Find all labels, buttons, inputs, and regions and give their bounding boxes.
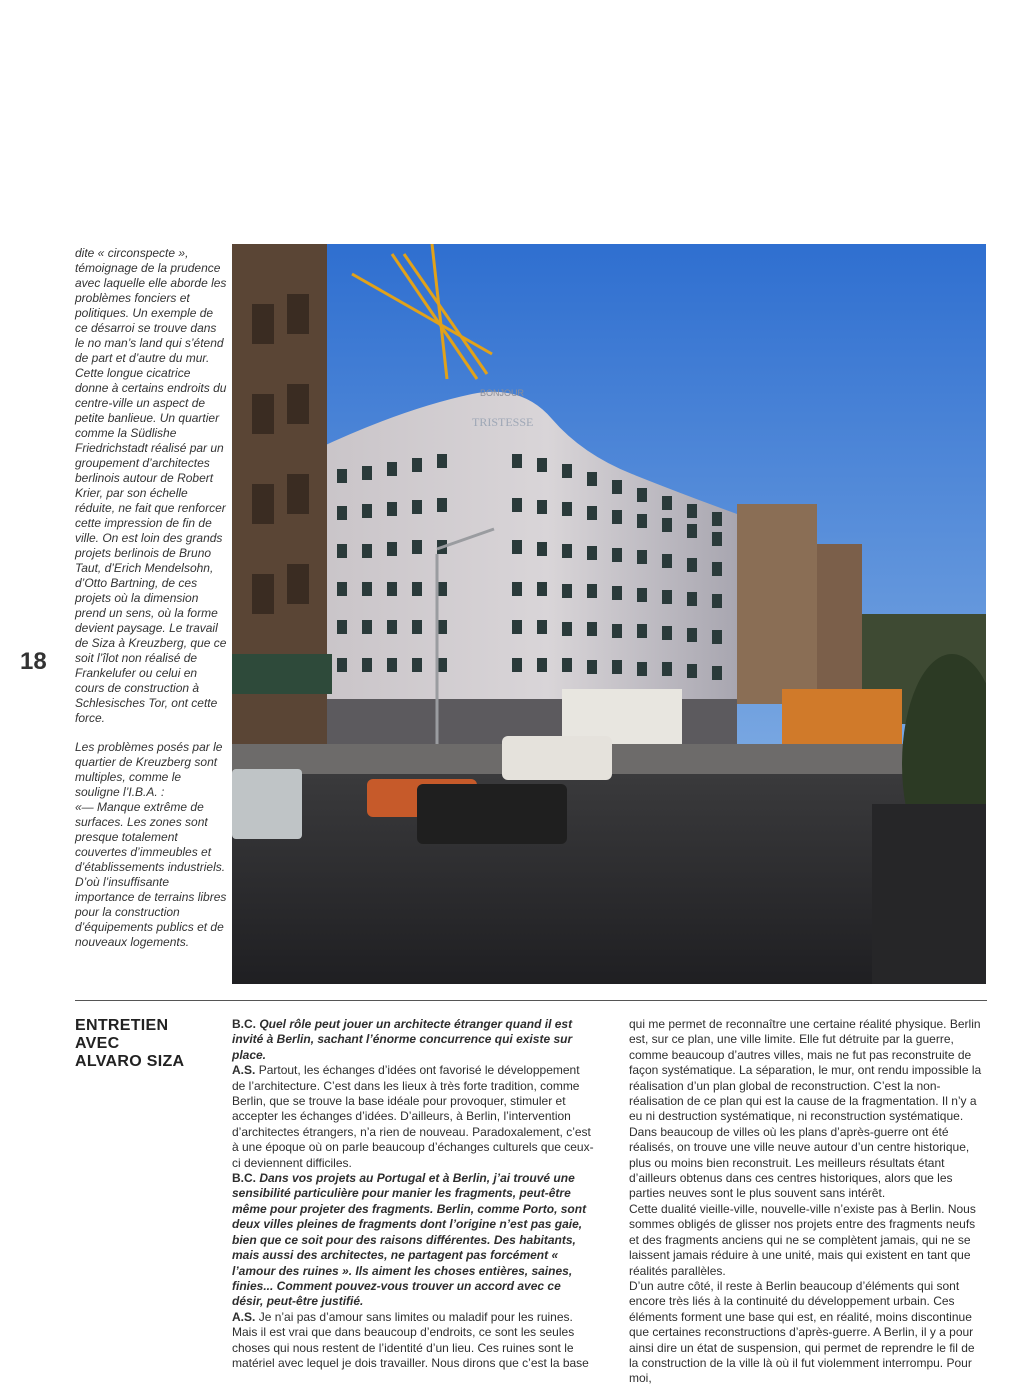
speaker-label: A.S.: [232, 1309, 256, 1324]
interview-heading-line-1: ENTRETIEN: [75, 1017, 169, 1034]
column-2-paragraph-1: qui me permet de reconnaître une certaine réalité physique. Berlin est, sur ce plan, une ville limite. Elle fut détruite par la guerre, comme beaucoup d’autres villes, mais ne fut pas reconstruite de façon systématique. La séparation, le mur, ont rendu impossible la réalisation d’un plan global de reconstruction. C’est la non-réalisation de ce plan qui est la cause de la fragmentation. Il n’y a eu ni destruction systématique, ni reconstruction systématique.: [629, 1017, 982, 1124]
interview-column-2: [629, 1017, 987, 1387]
interview-heading-line-3: ALVARO SIZA: [75, 1053, 185, 1070]
street-photo-illustration: [232, 244, 986, 984]
old-building-right-1: [737, 504, 817, 704]
old-building-right-2: [817, 544, 862, 704]
white-van: [502, 736, 612, 780]
column-2-paragraph-2: Dans beaucoup de villes où les plans d’après-guerre ont été réalisés, on trouve une ville neuve autour d’un centre historique, plus ou moins bien reconstruit. Les meilleurs résultats étant d’ailleurs obtenus dans ces centres historiques, alors que les parties neuves sont le plus souvent sans intérêt.: [629, 1124, 970, 1201]
section-divider: [75, 1000, 987, 1001]
speaker-label: A.S.: [232, 1063, 256, 1078]
interview-heading: [75, 1017, 225, 1071]
question-text: Quel rôle peut jouer un architecte étranger quand il est invité à Berlin, sachant l’énorme concurrence qui existe sur place.: [232, 1017, 573, 1062]
interview-entry: [232, 1017, 594, 1063]
street-photo: [232, 244, 986, 984]
margin-paragraph-3: «— Manque extrême de surfaces. Les zones sont presque totalement couvertes d’immeubles et d’établissements industriels. D’où l’insuffisante importance de terrains libres pour la construction d’équipements publics et de nouveaux logements.: [75, 800, 227, 949]
dark-van: [417, 784, 567, 844]
interview-entry: [232, 1171, 594, 1310]
page-number: 18: [20, 648, 47, 675]
column-2-paragraph-4: D’un autre côté, il reste à Berlin beaucoup d’éléments qui sont encore très liés à la continuité du développement urbain. Ces éléments forment une base qui est, en réalité, moins discontinue que certaines reconstructions d’après-guerre. A Berlin, il y a pour ainsi dire un état de suspension, qui permet de reprendre le fil de la construction de la ville là où il fut violemment interrompu. Pour moi,: [629, 1278, 975, 1386]
parked-car-left: [232, 769, 302, 839]
interview-column-1: [232, 1017, 594, 1371]
answer-text: Partout, les échanges d’idées ont favorisé le développement de l’architecture. C’est dans les lieux à très forte tradition, comme Berlin, que se trouve la base idéale pour provoquer, stimuler et accepter les échanges d’idées. D’ailleurs, à Berlin, l’intervention d’architectes étrangers, n’a rien de nouveau. Paradoxalement, c’est à une époque où on parle beaucoup d’échanges culturels que ceux-ci deviennent difficiles.: [232, 1063, 594, 1170]
margin-text-column: [75, 246, 227, 964]
building-sign-bottom: TRISTESSE: [472, 415, 534, 429]
construction-trucks: [782, 689, 902, 744]
interview-entry: [232, 1063, 594, 1171]
old-building-left: [232, 244, 327, 804]
margin-paragraph-1: dite « circonspecte », témoignage de la prudence avec laquelle elle aborde les problèmes fonciers et politiques. Un exemple de ce désarroi se trouve dans le no man’s land qui s’étend de part et d’autre du mur. Cette longue cicatrice donne à certains endroits du centre-ville un aspect de petite banlieue. Un quartier comme la Südlishe Friedrichstadt réalisé par un groupement d’architectes berlinois autour de Robert Krier, par son échelle réduite, ne fait que renforcer cette impression de fin de ville. On est loin des grands projets berlinois de Bruno Taut, d’Erich Mendelsohn, d’Otto Bartning, de ces projets où la dimension prend un sens, où la forme devient paysage. Le travail de Siza à Kreuzberg, que ce soit l’îlot non réalisé de Frankelufer ou celui en cours de construction à Schlesisches Tor, ont cette force.: [75, 246, 227, 725]
column-2-paragraph-3: Cette dualité vieille-ville, nouvelle-ville n’existe pas à Berlin. Nous sommes obligés de glisser nos projets entre des fragments neufs et des fragments anciens qui ne se complètent jamais, qui ne se laissent jamais réduire à une unité, mais qui existent en tant que réalités parallèles.: [629, 1201, 976, 1278]
question-text: Dans vos projets au Portugal et à Berlin, j’ai trouvé une sensibilité particulière pour manier les fragments, peut-être même pour projeter des fragments. Berlin, comme Porto, sont deux villes pleines de fragments dont l’origine n’est pas gaie, bien que ce soit pour des raisons différentes. Des habitants, mais aussi des architectes, ne partagent pas forcément « l’amour des ruines ». Ils aiment les choses entières, saines, finies... Comment pouvez-vous trouver un accord avec ce désir, peut-être justifié.: [232, 1171, 587, 1309]
answer-text: Je n’ai pas d’amour sans limites ou maladif pour les ruines. Mais il est vrai que dans beaucoup d’endroits, ce sont les seules choses qui nous restent de l’identité d’un lieu. Ces ruines sont le matériel avec lequel je dois travailler. Nous dirons que c’est la base: [232, 1309, 589, 1370]
speaker-label: B.C.: [232, 1171, 256, 1186]
interview-entry: [232, 1310, 594, 1372]
shop-awning: [232, 654, 332, 694]
building-sign-top: BONJOUR: [480, 388, 525, 398]
speaker-label: B.C.: [232, 1017, 256, 1031]
shadow-right: [872, 804, 986, 984]
margin-paragraph-2: Les problèmes posés par le quartier de Kreuzberg sont multiples, comme le souligne l’I.B.A. :: [75, 740, 223, 799]
interview-heading-line-2: AVEC: [75, 1035, 120, 1052]
